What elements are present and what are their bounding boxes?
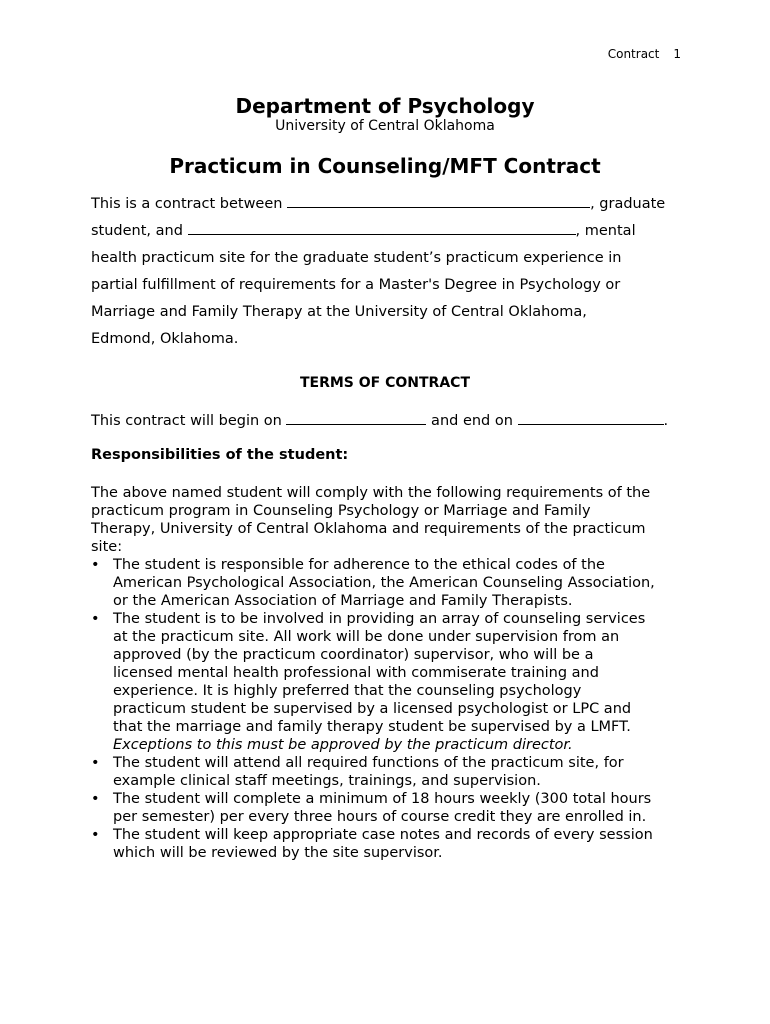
paragraph-line: site: bbox=[91, 539, 123, 555]
paragraph-line: The above named student will comply with the following requirements of the bbox=[91, 485, 651, 501]
intro-line: Edmond, Oklahoma. bbox=[91, 331, 239, 347]
intro-text: student, and bbox=[91, 223, 188, 239]
list-item-line: which will be reviewed by the site supervisor. bbox=[113, 845, 443, 861]
intro-line: partial fulfillment of requirements for a Master's Degree in Psychology or bbox=[91, 277, 621, 293]
department-title: Department of Psychology bbox=[235, 94, 535, 118]
university-name: University of Central Oklahoma bbox=[275, 118, 495, 134]
responsibilities-body bbox=[91, 484, 691, 862]
intro-text: , mental bbox=[575, 223, 636, 239]
running-header bbox=[608, 47, 681, 61]
list-item-line: approved (by the practicum coordinator) supervisor, who will be a bbox=[113, 647, 594, 663]
contract-title: Practicum in Counseling/MFT Contract bbox=[169, 154, 601, 178]
requirements-paragraph bbox=[91, 484, 691, 556]
intro-line: health practicum site for the graduate student’s practicum experience in bbox=[91, 250, 622, 266]
list-item-line: The student is responsible for adherence to the ethical codes of the bbox=[113, 557, 605, 573]
list-item bbox=[91, 790, 691, 826]
list-item-line: example clinical staff meetings, trainings, and supervision. bbox=[113, 773, 541, 789]
list-item-line: The student will keep appropriate case notes and records of every session bbox=[113, 827, 653, 843]
bullet-icon: • bbox=[91, 827, 100, 843]
list-item-line: The student is to be involved in providing an array of counseling services bbox=[113, 611, 646, 627]
paragraph-line: practicum program in Counseling Psychology or Marriage and Family bbox=[91, 503, 591, 519]
intro-line bbox=[91, 191, 691, 218]
paragraph-line: Therapy, University of Central Oklahoma and requirements of the practicum bbox=[91, 521, 646, 537]
list-item bbox=[91, 826, 691, 862]
dates-text: and end on bbox=[426, 413, 518, 429]
list-item-line: at the practicum site. All work will be done under supervision from an bbox=[113, 629, 620, 645]
list-item-line: practicum student be supervised by a licensed psychologist or LPC and bbox=[113, 701, 632, 717]
dates-text: . bbox=[663, 413, 669, 429]
list-item bbox=[91, 754, 691, 790]
list-item-line: experience. It is highly preferred that the counseling psychology bbox=[113, 683, 582, 699]
practicum-site-blank[interactable] bbox=[188, 220, 576, 235]
exceptions-note: Exceptions to this must be approved by the practicum director. bbox=[113, 737, 573, 753]
intro-line: Marriage and Family Therapy at the University of Central Oklahoma, bbox=[91, 304, 587, 320]
list-item bbox=[91, 610, 691, 754]
bullet-icon: • bbox=[91, 791, 100, 807]
bullet-icon: • bbox=[91, 557, 100, 573]
list-item-line: per semester) per every three hours of course credit they are enrolled in. bbox=[113, 809, 647, 825]
list-item-line: The student will attend all required functions of the practicum site, for bbox=[113, 755, 624, 771]
end-date-blank[interactable] bbox=[518, 410, 664, 425]
list-item-line: American Psychological Association, the American Counseling Association, bbox=[113, 575, 655, 591]
begin-date-blank[interactable] bbox=[286, 410, 426, 425]
terms-heading: TERMS OF CONTRACT bbox=[299, 375, 470, 391]
dates-text: This contract will begin on bbox=[91, 413, 287, 429]
responsibilities-list bbox=[91, 556, 691, 862]
intro-line bbox=[91, 218, 691, 245]
list-item bbox=[91, 556, 691, 610]
intro-text: , graduate bbox=[590, 196, 666, 212]
responsibilities-heading: Responsibilities of the student: bbox=[91, 447, 349, 463]
running-title: Contract bbox=[607, 47, 660, 61]
graduate-student-blank[interactable] bbox=[287, 193, 590, 208]
list-item-line: licensed mental health professional with commiserate training and bbox=[113, 665, 599, 681]
contract-dates bbox=[91, 410, 668, 429]
bullet-icon: • bbox=[91, 755, 100, 771]
list-item-line: or the American Association of Marriage and Family Therapists. bbox=[113, 593, 573, 609]
page-number: 1 bbox=[673, 47, 681, 61]
intro-text: This is a contract between bbox=[91, 196, 288, 212]
intro-paragraph bbox=[91, 191, 691, 353]
list-item-line: that the marriage and family therapy student be supervised by a LMFT. bbox=[113, 719, 631, 735]
bullet-icon: • bbox=[91, 611, 100, 627]
list-item-line: The student will complete a minimum of 18 hours weekly (300 total hours bbox=[113, 791, 652, 807]
